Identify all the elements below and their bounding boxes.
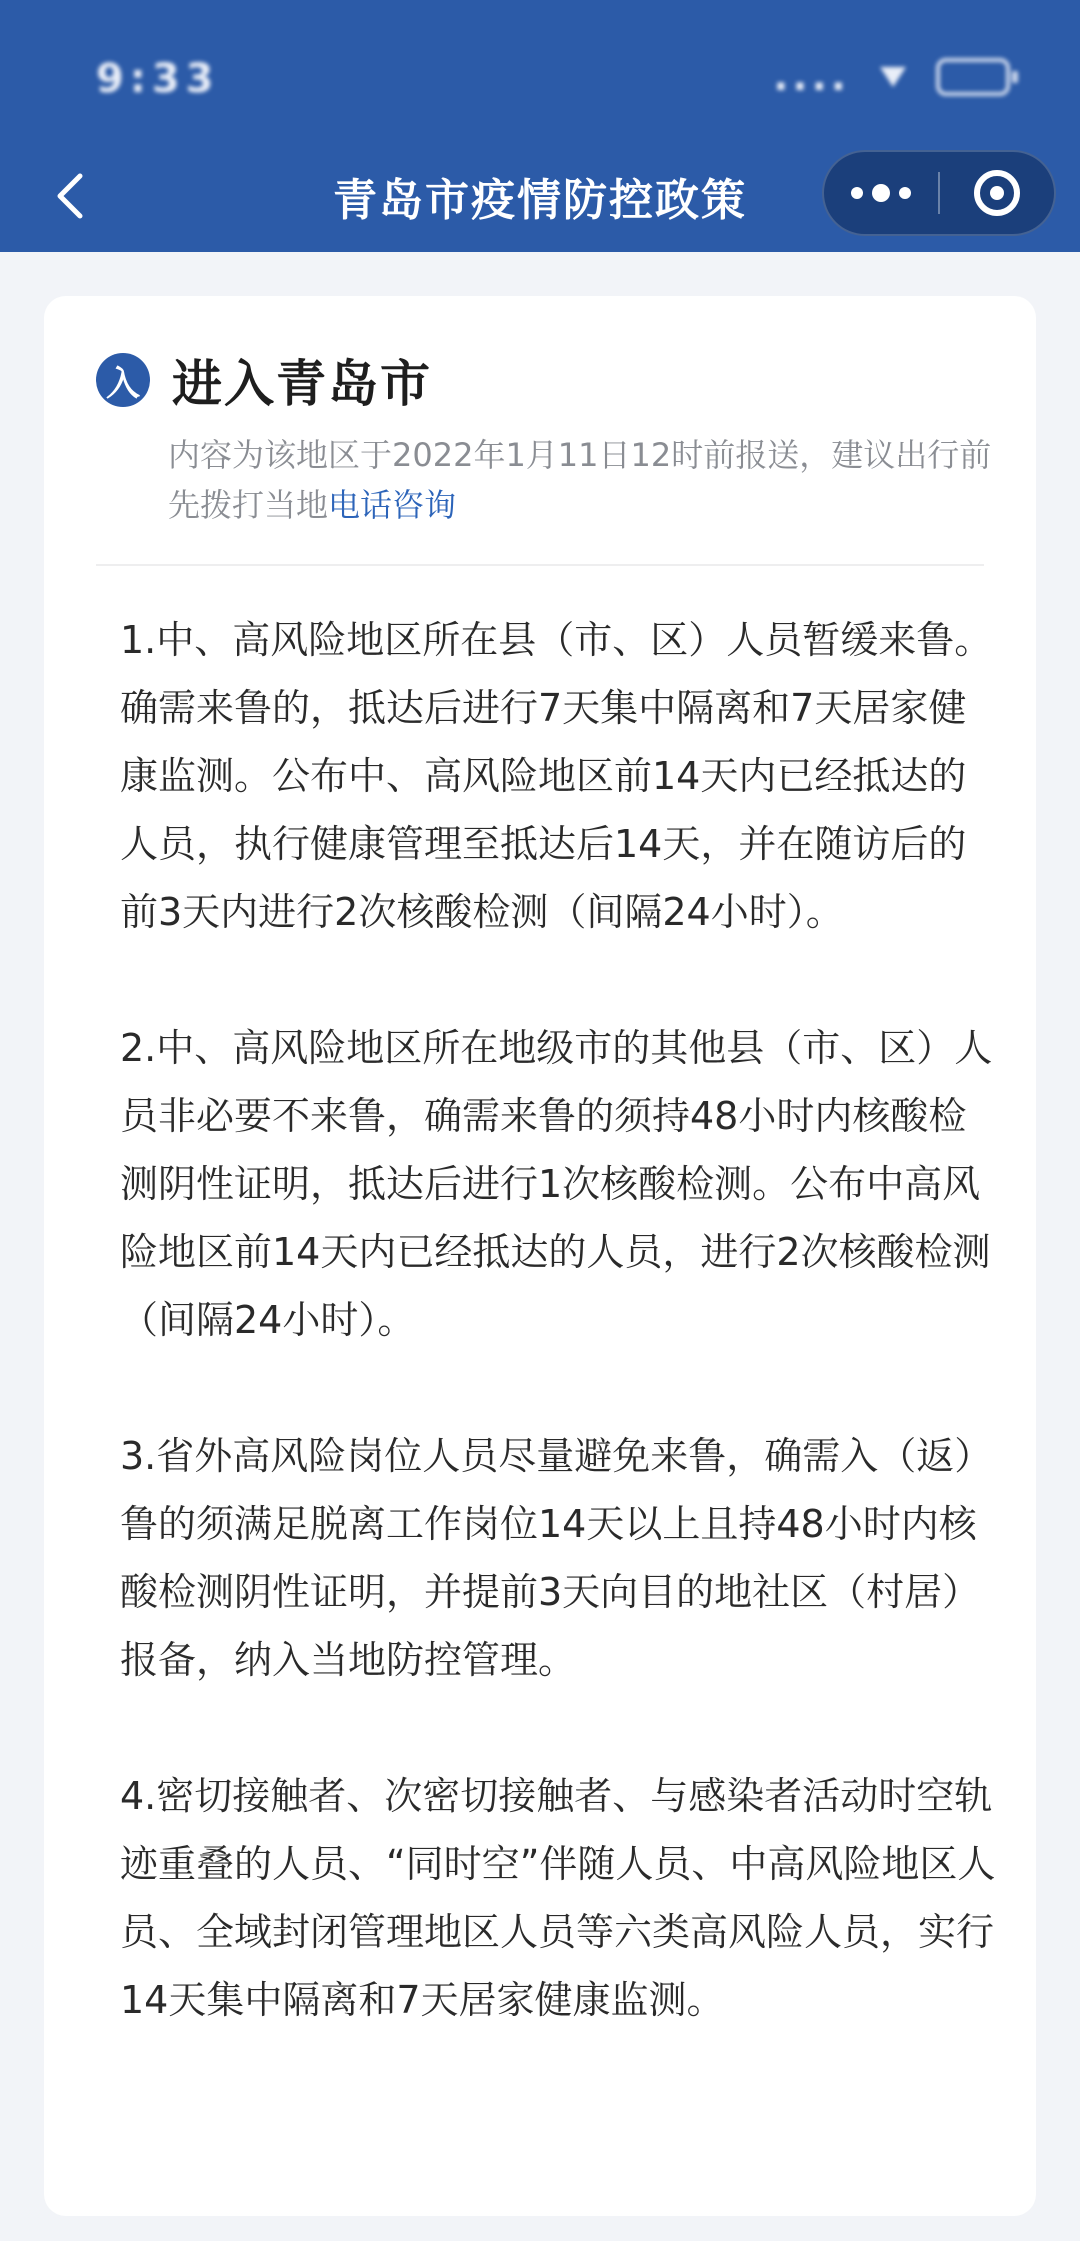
more-dots-icon — [899, 187, 911, 199]
divider — [96, 564, 984, 566]
policy-item: 3.省外高风险岗位人员尽量避免来鲁，确需入（返）鲁的须满足脱离工作岗位14天以上且持48小时内核酸检测阴性证明，并提前3天向目的地社区（村居）报备，纳入当地防控管理。 — [120, 1434, 993, 1682]
card-header — [96, 344, 432, 416]
wifi-icon — [880, 67, 906, 87]
report-note — [168, 430, 998, 530]
more-dots-icon — [851, 187, 863, 199]
policy-item: 1.中、高风险地区所在县（市、区）人员暂缓来鲁。确需来鲁的，抵达后进行7天集中隔离和7天居家健康监测。公布中、高风险地区前14天内已经抵达的人员，执行健康管理至抵达后14天，并在随访后的前3天内进行2次核酸检测（间隔24小时）。 — [120, 618, 993, 934]
entry-badge-icon: 入 — [96, 353, 150, 407]
policy-list — [120, 606, 1000, 2034]
card-title: 进入青岛市 — [172, 355, 432, 413]
miniprogram-capsule — [822, 150, 1056, 236]
more-dots-icon — [872, 184, 890, 202]
signal-icon: .... — [773, 54, 850, 100]
navigation-bar — [0, 140, 1080, 252]
status-icons — [773, 54, 1010, 100]
page-title: 青岛市疫情防控政策 — [333, 175, 747, 226]
status-bar — [0, 0, 1080, 140]
more-button[interactable] — [824, 150, 938, 236]
policy-card — [44, 296, 1036, 2216]
policy-item: 2.中、高风险地区所在地级市的其他县（市、区）人员非必要不来鲁，确需来鲁的须持48小时内核酸检测阴性证明，抵达后进行1次核酸检测。公布中高风险地区前14天内已经抵达的人员，进行2次核酸检测（间隔24小时）。 — [120, 1026, 993, 1342]
close-button[interactable] — [940, 150, 1054, 236]
report-note-text: 内容为该地区于2022年1月11日12时前报送，建议出行前先拨打当地 — [168, 436, 992, 524]
status-time: 9:33 — [96, 56, 220, 102]
header-bar — [0, 0, 1080, 252]
policy-item: 4.密切接触者、次密切接触者、与感染者活动时空轨迹重叠的人员、“同时空”伴随人员、中高风险地区人员、全域封闭管理地区人员等六类高风险人员，实行14天集中隔离和7天居家健康监测。 — [120, 1774, 996, 2022]
phone-consult-link[interactable]: 电话咨询 — [328, 486, 457, 524]
battery-icon — [936, 58, 1010, 96]
miniprogram-close-icon — [974, 170, 1020, 216]
